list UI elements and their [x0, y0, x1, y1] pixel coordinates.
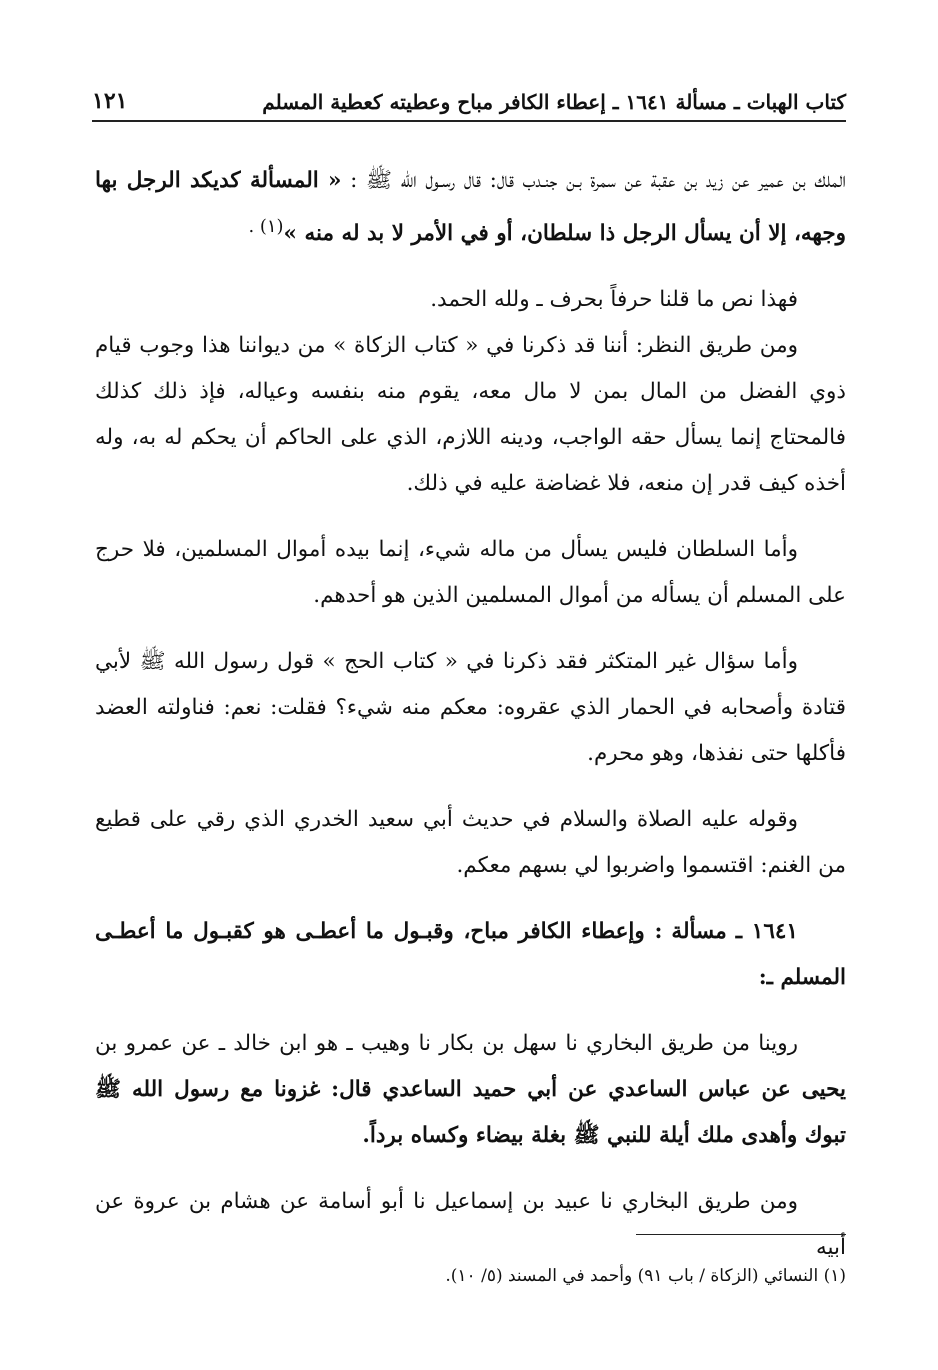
page-number: ١٢١ [92, 88, 128, 114]
isnad-bukhari: روينا من طريق البخاري نا سهل بن بكار نا وهيب ـ هو ابن خالد ـ عن عمرو بن [95, 1031, 798, 1057]
issue-label: مسألة [671, 919, 727, 945]
paragraph-conclusion: فهذا نص ما قلنا حرفاً بحرف ـ ولله الحمد. [430, 287, 798, 313]
footnote-ref: (١) . [248, 216, 284, 237]
running-header [92, 82, 846, 122]
issue-statement: : وإعطاء الكافر مباح، وقبـول ما أعطـى هو كقبـول ما أعطـى المسلم ـ: [95, 919, 846, 991]
paragraph-bukhari-hisham: ومن طريق البخاري نا عبيد بن إسماعيل نا أبو أسامة عن هشام بن عروة عن أبيه [95, 1189, 846, 1261]
hadith-quote: « المسألة كديكد الرجل بها وجهه، إلا أن يسأل الرجل ذا سلطان، أو في الأمر لا بد له منه » [95, 168, 846, 247]
main-text [95, 158, 846, 1271]
paragraph-hadith-samura [95, 158, 846, 257]
paragraph-sultan: وأما السلطان فليس يسأل من ماله شيء، إنما بيده أموال المسلمين، فلا حرج على المسلم أن يسأله من أموال المسلمين الذين هو أحدهم. [95, 537, 846, 609]
footnote-divider [636, 1234, 846, 1235]
paragraph-abu-said: وقوله عليه الصلاة والسلام في حديث أبي سعيد الخدري الذي رقي على قطيع من الغنم: اقتسموا واضربوا لي بسهم معكم. [95, 807, 846, 879]
issue-heading [95, 909, 846, 1001]
hadith-tabuk: يحيى عن عباس الساعدي عن أبي حميد الساعدي قال: غزونا مع رسول الله ﷺ تبوك وأهدى ملك أيلة للنبي ﷺ بغلة بيضاء وكساه برداً. [95, 1077, 846, 1149]
paragraph-abu-qatada: وأما سؤال غير المتكثر فقد ذكرنا في « كتاب الحج » قول رسول الله ﷺ لأبي قتادة وأصحابه في الحمار الذي عقروه: معكم منه شيء؟ فقلت: نعم: فناولته العضد فأكلها حتى نفذها، وهو محرم. [95, 649, 846, 767]
header-title: كتاب الهبات ـ مسألة ١٦٤١ ـ إعطاء الكافر مباح وعطيته كعطية المسلم [262, 90, 846, 114]
footnote: (١) النسائي (الزكاة / باب ٩١) وأحمد في المسند (٥/ ١٠). [445, 1266, 846, 1286]
issue-number: ١٦٤١ ـ [735, 919, 798, 945]
paragraph-bukhari-tabuk [95, 1021, 846, 1159]
isnad-text: الملك بن عمير عن زيد بن عقبة عن سمرة بـن جنـدب قال: قال رسـول الله ﷺ : [350, 168, 846, 193]
paragraph-reasoning: ومن طريق النظر: أننا قد ذكرنا في « كتاب الزكاة » من ديواننا هذا وجوب قيام ذوي الفضل من المال بمن لا مال معه، يقوم منه بنفسه وعياله، فإذ ذلك كذلك فالمحتاج إنما يسأل حقه الواجب، ودينه اللازم، الذي على الحاكم أن يحكم له به، وله أخذه كيف قدر إن منعه، فلا غضاضة عليه في ذلك. [95, 333, 846, 497]
